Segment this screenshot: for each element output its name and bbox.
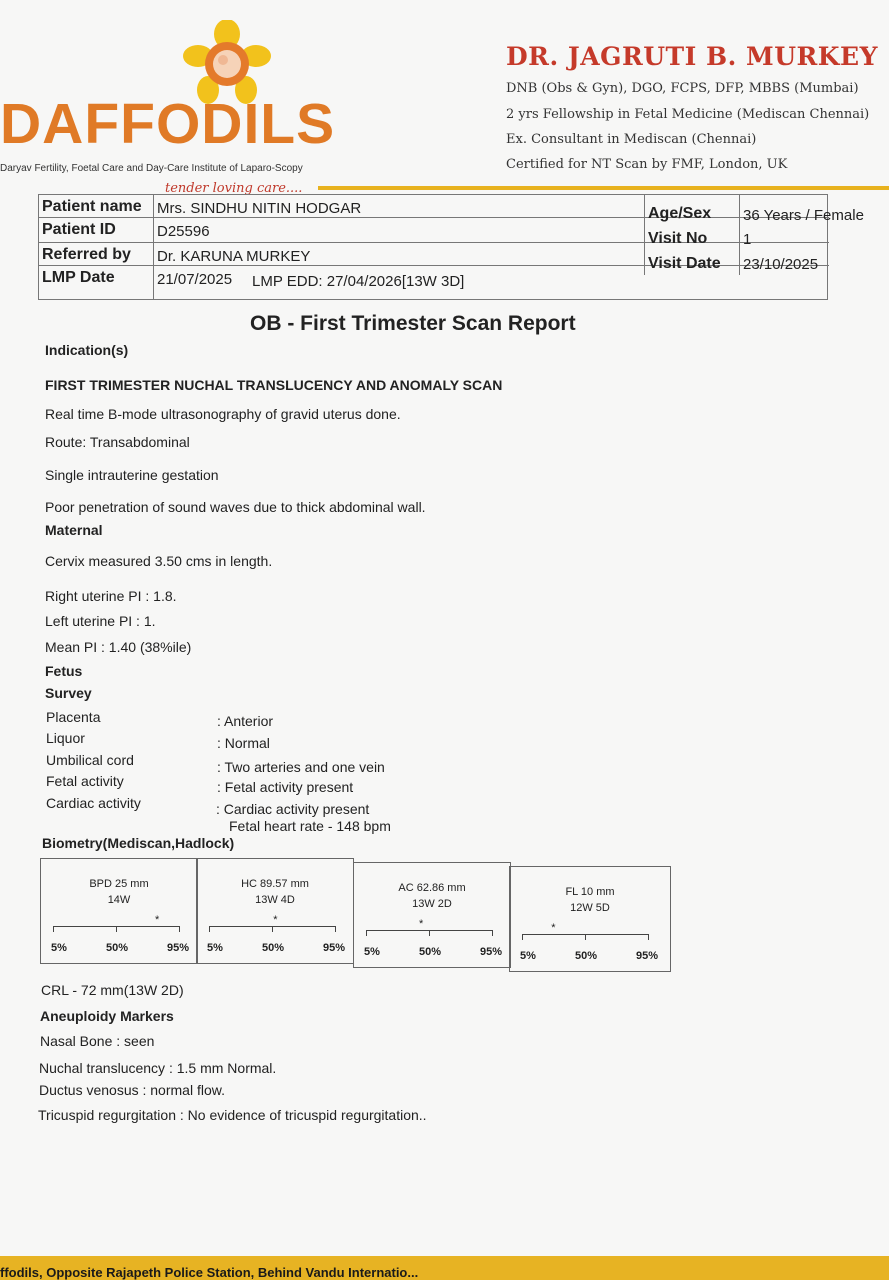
survey-value: : Fetal activity present bbox=[217, 779, 354, 795]
finding-line: Real time B-mode ultrasonography of gravid uterus done. bbox=[45, 406, 401, 422]
patient-name: Mrs. SINDHU NITIN HODGAR bbox=[157, 200, 362, 217]
referred-by-label: Referred by bbox=[42, 246, 131, 263]
fetus-heading: Fetus bbox=[45, 663, 83, 679]
percentile-label: 50% bbox=[106, 942, 129, 954]
clinic-logo-text: DAFFODILS bbox=[0, 92, 336, 156]
scale-tick bbox=[53, 926, 54, 932]
report-title: OB - First Trimester Scan Report bbox=[250, 312, 576, 335]
scale-tick bbox=[492, 930, 493, 936]
percentile-label: 5% bbox=[207, 942, 223, 954]
right-uterine-pi: Right uterine PI : 1.8. bbox=[45, 588, 177, 604]
percentile-marker: * bbox=[273, 914, 278, 926]
biometry-box bbox=[40, 858, 198, 964]
scale-tick bbox=[429, 930, 430, 936]
percentile-label: 5% bbox=[364, 946, 380, 958]
fetal-heart-rate: Fetal heart rate - 148 bpm bbox=[229, 818, 391, 834]
doctor-fellowship: 2 yrs Fellowship in Fetal Medicine (Mediscan Chennai) bbox=[506, 107, 870, 122]
biometry-heading: Biometry(Mediscan,Hadlock) bbox=[42, 835, 235, 851]
percentile-label: 50% bbox=[575, 950, 598, 962]
crl-measurement: CRL - 72 mm(13W 2D) bbox=[41, 982, 184, 998]
scale-tick bbox=[648, 934, 649, 940]
visit-date: 23/10/2025 bbox=[743, 256, 819, 273]
visit-date-label: Visit Date bbox=[648, 255, 721, 272]
doctor-experience: Ex. Consultant in Mediscan (Chennai) bbox=[506, 132, 757, 147]
percentile-label: 95% bbox=[167, 942, 190, 954]
marker-line: Nasal Bone : seen bbox=[40, 1033, 155, 1049]
biometry-gestational-age: 13W 2D bbox=[412, 898, 452, 910]
biometry-box bbox=[353, 862, 511, 968]
aneuploidy-heading: Aneuploidy Markers bbox=[40, 1008, 174, 1024]
clinic-tagline: tender loving care.... bbox=[165, 181, 303, 196]
indication-text: FIRST TRIMESTER NUCHAL TRANSLUCENCY AND ANOMALY SCAN bbox=[45, 377, 503, 393]
visit-no-label: Visit No bbox=[648, 230, 708, 247]
maternal-heading: Maternal bbox=[45, 522, 103, 538]
survey-label: Fetal activity bbox=[46, 773, 124, 789]
survey-label: Umbilical cord bbox=[46, 752, 134, 768]
visit-no: 1 bbox=[743, 231, 752, 248]
doctor-name: DR. JAGRUTI B. MURKEY bbox=[506, 42, 878, 71]
percentile-label: 95% bbox=[636, 950, 659, 962]
clinic-subtitle: Daryav Fertility, Foetal Care and Day-Care Institute of Laparo-Scopy bbox=[0, 163, 303, 174]
scale-tick bbox=[116, 926, 117, 932]
percentile-label: 50% bbox=[419, 946, 442, 958]
scale-tick bbox=[585, 934, 586, 940]
footer-bar bbox=[0, 1256, 889, 1280]
percentile-label: 5% bbox=[520, 950, 536, 962]
age-sex: 36 Years / Female bbox=[743, 207, 864, 224]
footer-address: ffodils, Opposite Rajapeth Police Station, Behind Vandu Internatio... bbox=[0, 1265, 419, 1280]
patient-id: D25596 bbox=[157, 223, 210, 240]
biometry-gestational-age: 14W bbox=[107, 894, 131, 906]
finding-line: Poor penetration of sound waves due to thick abdominal wall. bbox=[45, 499, 426, 515]
biometry-gestational-age: 12W 5D bbox=[570, 902, 610, 914]
marker-line: Tricuspid regurgitation : No evidence of tricuspid regurgitation.. bbox=[38, 1107, 427, 1123]
age-sex-label: Age/Sex bbox=[648, 205, 712, 222]
biometry-measure: AC 62.86 mm bbox=[398, 882, 466, 894]
scale-tick bbox=[179, 926, 180, 932]
survey-label: Placenta bbox=[46, 709, 101, 725]
lmp-label: LMP Date bbox=[42, 269, 115, 286]
mean-pi: Mean PI : 1.40 (38%ile) bbox=[45, 639, 192, 655]
indication-heading: Indication(s) bbox=[45, 342, 129, 358]
biometry-measure: BPD 25 mm bbox=[89, 878, 149, 890]
percentile-marker: * bbox=[155, 914, 160, 926]
biometry-box bbox=[509, 866, 671, 972]
scale-tick bbox=[272, 926, 273, 932]
biometry-gestational-age: 13W 4D bbox=[255, 894, 295, 906]
cervix-length: Cervix measured 3.50 cms in length. bbox=[45, 553, 273, 569]
scale-tick bbox=[209, 926, 210, 932]
survey-label: Liquor bbox=[46, 730, 85, 746]
left-uterine-pi: Left uterine PI : 1. bbox=[45, 613, 156, 629]
scale-tick bbox=[522, 934, 523, 940]
biometry-measure: FL 10 mm bbox=[565, 886, 615, 898]
finding-line: Route: Transabdominal bbox=[45, 434, 190, 450]
marker-line: Ductus venosus : normal flow. bbox=[39, 1082, 225, 1098]
header-divider bbox=[318, 186, 889, 190]
doctor-certification: Certified for NT Scan by FMF, London, UK bbox=[506, 157, 788, 172]
percentile-marker: * bbox=[551, 922, 556, 934]
survey-heading: Survey bbox=[45, 685, 92, 701]
biometry-box bbox=[196, 858, 354, 964]
marker-line: Nuchal translucency : 1.5 mm Normal. bbox=[39, 1060, 277, 1076]
doctor-qualification: DNB (Obs & Gyn), DGO, FCPS, DFP, MBBS (Mumbai) bbox=[506, 81, 859, 96]
biometry-measure: HC 89.57 mm bbox=[241, 878, 309, 890]
lmp-date: 21/07/2025 bbox=[157, 271, 233, 288]
referred-by: Dr. KARUNA MURKEY bbox=[157, 248, 311, 265]
survey-value: : Cardiac activity present bbox=[216, 801, 370, 817]
percentile-label: 5% bbox=[51, 942, 67, 954]
lmp-edd: LMP EDD: 27/04/2026[13W 3D] bbox=[252, 273, 465, 290]
percentile-marker: * bbox=[419, 918, 424, 930]
percentile-label: 50% bbox=[262, 942, 285, 954]
survey-label: Cardiac activity bbox=[46, 795, 141, 811]
finding-line: Single intrauterine gestation bbox=[45, 467, 219, 483]
percentile-label: 95% bbox=[480, 946, 503, 958]
survey-value: : Normal bbox=[217, 735, 270, 751]
patient-id-label: Patient ID bbox=[42, 221, 116, 238]
scale-tick bbox=[366, 930, 367, 936]
patient-info-table bbox=[38, 194, 864, 300]
scale-tick bbox=[335, 926, 336, 932]
survey-value: : Two arteries and one vein bbox=[217, 759, 385, 775]
percentile-label: 95% bbox=[323, 942, 346, 954]
survey-value: : Anterior bbox=[217, 713, 274, 729]
patient-name-label: Patient name bbox=[42, 198, 142, 215]
